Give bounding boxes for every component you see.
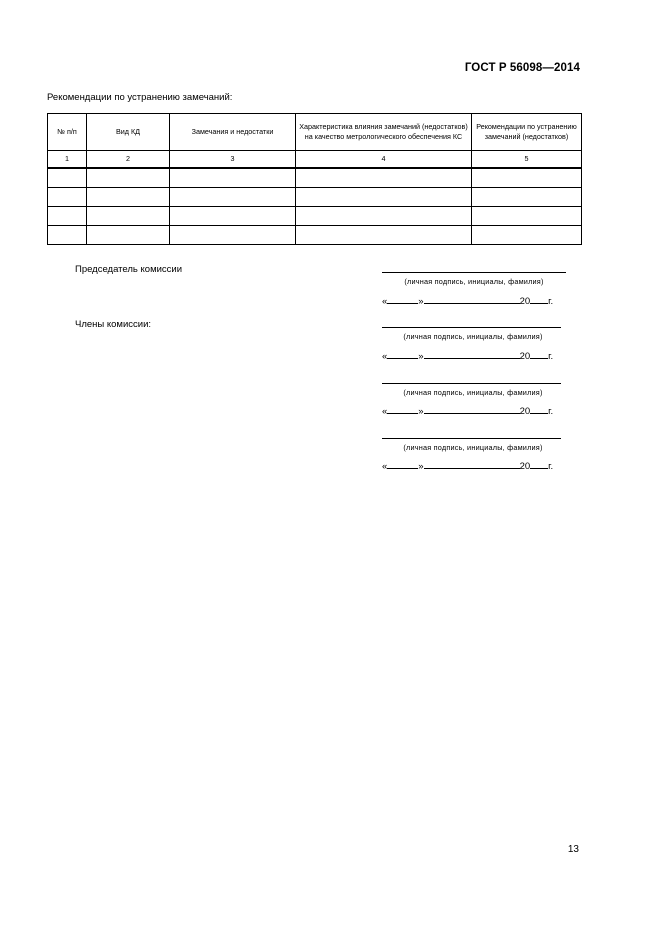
table-cell <box>296 226 472 245</box>
signature-line <box>382 327 561 328</box>
date-open-quote: « <box>382 461 388 472</box>
table-row <box>48 207 582 226</box>
document-code: ГОСТ Р 56098—2014 <box>464 62 580 74</box>
year-blank <box>530 404 548 414</box>
table-cell <box>48 188 87 207</box>
table-header-row <box>48 114 582 151</box>
table-cell <box>87 188 170 207</box>
signature-line <box>382 272 566 273</box>
year-blank <box>530 294 548 304</box>
column-header: Характеристика влияния замечаний (недостатков) на качество метрологического обеспечения КС <box>296 114 472 151</box>
table-cell <box>170 207 296 226</box>
column-number-row <box>48 151 582 169</box>
signature-line <box>382 438 561 439</box>
table-cell <box>48 207 87 226</box>
day-blank <box>387 294 418 304</box>
date-close-quote: » <box>418 406 424 417</box>
day-blank <box>387 459 418 469</box>
date-close-quote: » <box>418 296 424 307</box>
year-suffix: г. <box>548 296 554 307</box>
table-cell <box>296 188 472 207</box>
chairman-label: Председатель комиссии <box>75 264 183 275</box>
date-line <box>382 349 553 362</box>
table-cell <box>170 226 296 245</box>
year-prefix: 20 <box>519 406 531 417</box>
year-blank <box>530 459 548 469</box>
table-row <box>48 226 582 245</box>
table-cell <box>48 226 87 245</box>
section-title: Рекомендации по устранению замечаний: <box>47 92 233 103</box>
month-blank <box>424 294 520 304</box>
table-cell <box>87 168 170 188</box>
date-close-quote: » <box>418 461 424 472</box>
table-cell <box>87 207 170 226</box>
members-label: Члены комиссии: <box>75 319 152 330</box>
month-blank <box>424 404 520 414</box>
year-suffix: г. <box>548 406 554 417</box>
column-header: Рекомендации по устранению замечаний (недостатков) <box>472 114 582 151</box>
table-cell <box>170 188 296 207</box>
column-header: Вид КД <box>87 114 170 151</box>
month-blank <box>424 459 520 469</box>
column-number: 1 <box>48 151 87 169</box>
signature-caption: (личная подпись, инициалы, фамилия) <box>403 443 543 452</box>
year-suffix: г. <box>548 351 554 362</box>
column-number: 4 <box>296 151 472 169</box>
recommendations-table <box>47 113 582 245</box>
table-cell <box>296 207 472 226</box>
page-number: 13 <box>567 844 579 855</box>
column-header: № п/п <box>48 114 87 151</box>
month-blank <box>424 349 520 359</box>
date-open-quote: « <box>382 406 388 417</box>
date-line <box>382 459 553 472</box>
year-prefix: 20 <box>519 351 531 362</box>
table-row <box>48 188 582 207</box>
column-number: 2 <box>87 151 170 169</box>
signature-caption: (личная подпись, инициалы, фамилия) <box>404 277 544 286</box>
table-cell <box>472 188 582 207</box>
year-prefix: 20 <box>519 296 531 307</box>
signature-caption: (личная подпись, инициалы, фамилия) <box>403 388 543 397</box>
date-line <box>382 404 553 417</box>
table-cell <box>472 168 582 188</box>
year-suffix: г. <box>548 461 554 472</box>
column-number: 3 <box>170 151 296 169</box>
signature-line <box>382 383 561 384</box>
date-open-quote: « <box>382 296 388 307</box>
year-prefix: 20 <box>519 461 531 472</box>
table-cell <box>170 168 296 188</box>
date-open-quote: « <box>382 351 388 362</box>
table-row <box>48 168 582 188</box>
column-number: 5 <box>472 151 582 169</box>
day-blank <box>387 349 418 359</box>
day-blank <box>387 404 418 414</box>
table-cell <box>472 207 582 226</box>
column-header: Замечания и недостатки <box>170 114 296 151</box>
signature-caption: (личная подпись, инициалы, фамилия) <box>403 332 543 341</box>
table-cell <box>48 168 87 188</box>
date-close-quote: » <box>418 351 424 362</box>
table-cell <box>472 226 582 245</box>
year-blank <box>530 349 548 359</box>
table-cell <box>296 168 472 188</box>
table-cell <box>87 226 170 245</box>
date-line <box>382 294 553 307</box>
